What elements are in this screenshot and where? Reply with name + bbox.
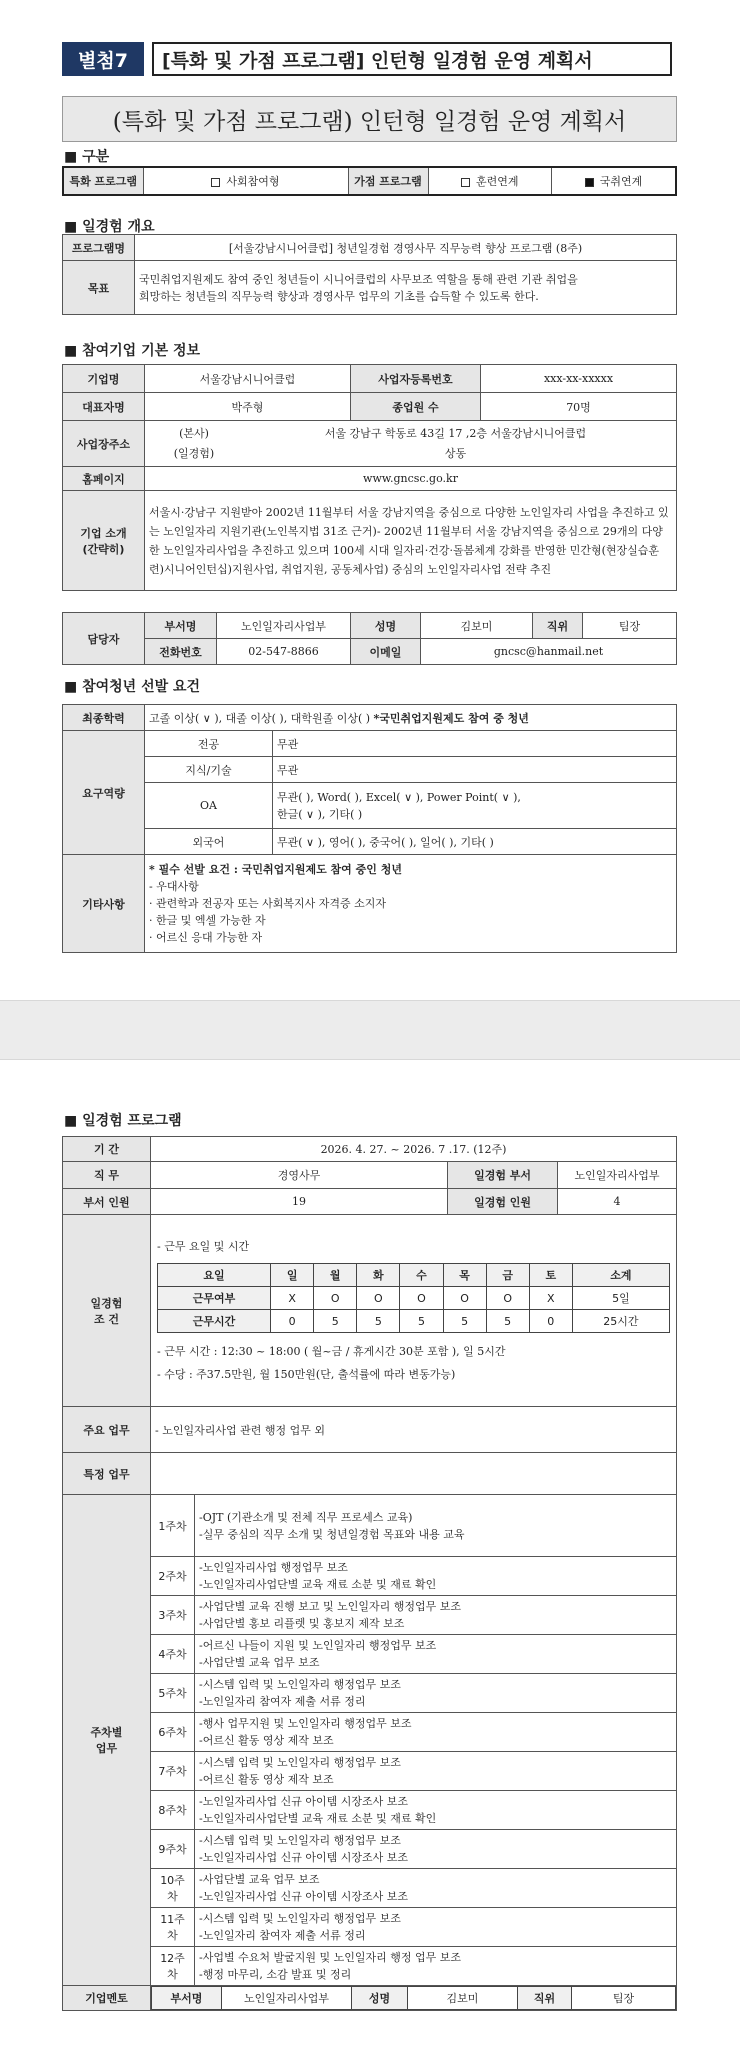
gubun-label-special: 특화 프로그램 (63, 167, 143, 195)
phone-label: 전화번호 (145, 639, 217, 665)
week-tasks (195, 1635, 677, 1674)
dept-value: 노인일자리사업부 (217, 613, 351, 639)
schedule-cell: 5 (400, 1310, 443, 1333)
week-task-line: -노인일자리사업 신규 아이템 시장조사 보조 (199, 1851, 408, 1864)
major-label: 전공 (145, 731, 273, 757)
mentor-value (151, 1986, 677, 2011)
condition-value: - 근무 요일 및 시간 요일 일 월 화 수 목 금 토 소계 근무여부 X O O O O O X 5일 근무시간 0 5 5 5 5 5 0 25시간 - 근무 시간 : 12:30 ~ 18:00 ( 월~금 / 휴게시간 30분 포함 ), 일 5시간 - 수당 : 주37.5만원, 월 150만원(단, 출석률에 따라 변동가능) (151, 1215, 677, 1407)
schedule-cell: 5일 (572, 1287, 669, 1310)
schedule-cell: 일 (271, 1264, 314, 1287)
week-task-line: -시스템 입력 및 노인일자리 행정업무 보조 (199, 1834, 401, 1847)
section-overview-heading: ■ 일경험 개요 (64, 219, 155, 235)
week-row (63, 1791, 677, 1830)
week-tasks (195, 1674, 677, 1713)
program-name-value: [서울강남시니어클럽] 청년일경험 경영사무 직무능력 향상 프로그램 (8주) (135, 235, 677, 261)
weekly-label: 주차별 업무 (63, 1495, 151, 1986)
major-value: 무관 (273, 731, 677, 757)
week-task-line: -노인일자리사업단별 교육 재료 소분 및 재료 확인 (199, 1578, 437, 1591)
skill-label: 지식/기술 (145, 757, 273, 783)
etc-label: 기타사항 (63, 855, 145, 953)
contact-table (62, 612, 677, 665)
period-value: 2026. 4. 27. ~ 2026. 7 .17. (12주) (151, 1137, 677, 1162)
week-task-line: -어르신 활동 영상 제작 보조 (199, 1734, 334, 1747)
job-label: 직 무 (63, 1162, 151, 1189)
mentor-position-value: 팀장 (572, 1987, 676, 2010)
week-row (63, 1713, 677, 1752)
address-value: (본사) 서울 강남구 학동로 43길 17 ,2층 서울강남시니어클럽 (일경험) 상동 (145, 421, 677, 467)
goal-label: 목표 (63, 261, 135, 315)
week-number: 7주차 (151, 1752, 195, 1791)
week-row (63, 1752, 677, 1791)
goal-value: 국민취업지원제도 참여 중인 청년들이 시니어클럽의 사무보조 역할을 통해 관련 기관 취업을 희망하는 청년들의 직무능력 향상과 경영사무 업무의 기초를 습득할 수 있도록 한다. (135, 261, 677, 315)
week-row (63, 1495, 677, 1557)
program-table (62, 1136, 677, 2011)
week-task-line: -노인일자리사업 신규 아이템 시장조사 보조 (199, 1890, 408, 1903)
schedule-cell: 금 (486, 1264, 529, 1287)
week-number: 5주차 (151, 1674, 195, 1713)
week-task-line: -어르신 활동 영상 제작 보조 (199, 1773, 334, 1786)
week-number: 9주차 (151, 1830, 195, 1869)
main-duty-value: - 노인일자리사업 관련 행정 업무 외 (151, 1407, 677, 1453)
schedule-row-days (158, 1264, 670, 1287)
document-title: (특화 및 가점 프로그램) 인턴형 일경험 운영 계획서 (62, 96, 677, 142)
week-task-line: -행사 업무지원 및 노인일자리 행정업무 보조 (199, 1717, 412, 1730)
gubun-label-bonus: 가점 프로그램 (348, 167, 428, 195)
schedule-cell: 0 (529, 1310, 572, 1333)
language-value: 무관( ∨ ), 영어( ), 중국어( ), 일어( ), 기타( ) (273, 829, 677, 855)
page-gap (0, 1000, 740, 1060)
manager-name-label: 성명 (351, 613, 421, 639)
week-row (63, 1596, 677, 1635)
week-task-line: -사업단별 교육 진행 보고 및 노인일자리 행정업무 보조 (199, 1600, 461, 1613)
mentor-position-label: 직위 (518, 1987, 572, 2010)
schedule-row-work (158, 1287, 670, 1310)
week-task-line: -OJT (기관소개 및 전체 직무 프로세스 교육) (199, 1510, 413, 1524)
week-task-line: -시스템 입력 및 노인일자리 행정업무 보조 (199, 1912, 401, 1925)
dept-headcount-value: 19 (151, 1189, 448, 1215)
schedule-cell: 근무여부 (158, 1287, 271, 1310)
week-task-line: -사업단별 홍보 리플렛 및 홍보지 제작 보조 (199, 1617, 405, 1630)
schedule-cell: 0 (271, 1310, 314, 1333)
week-tasks (195, 1557, 677, 1596)
attachment-header (62, 42, 672, 76)
job-value: 경영사무 (151, 1162, 448, 1189)
skill-value: 무관 (273, 757, 677, 783)
schedule-cell: O (486, 1287, 529, 1310)
dept-headcount-label: 부서 인원 (63, 1189, 151, 1215)
participant-count-value: 4 (558, 1189, 677, 1215)
employees-value: 70명 (481, 393, 677, 421)
week-task-line: -사업단별 교육 업무 보조 (199, 1873, 320, 1886)
week-number: 4주차 (151, 1635, 195, 1674)
schedule-cell: X (529, 1287, 572, 1310)
week-task-line: -노인일자리사업 신규 아이템 시장조사 보조 (199, 1795, 408, 1808)
special-duty-value (151, 1453, 677, 1495)
schedule-cell: 소계 (572, 1264, 669, 1287)
attachment-title: [특화 및 가점 프로그램] 인턴형 일경험 운영 계획서 (152, 42, 672, 76)
week-tasks (195, 1495, 677, 1557)
week-row (63, 1557, 677, 1596)
gubun-option-social[interactable]: 사회참여형 (143, 167, 348, 195)
week-row (63, 1830, 677, 1869)
schedule-cell: 목 (443, 1264, 486, 1287)
ceo-value: 박주형 (145, 393, 351, 421)
week-tasks (195, 1713, 677, 1752)
week-task-line: -사업별 수요처 발굴지원 및 노인일자리 행정 업무 보조 (199, 1951, 461, 1964)
intro-value: 서울시·강남구 지원받아 2002년 11월부터 서울 강남지역을 중심으로 다양한 노인일자리 사업을 추진하고 있는 노인일자리 지원기관(노인복지법 31조 근거)- 2002년 11월부터 서울 강남지역을 중심으로 29개의 다양한 노인일자리사업을 추진하고 있으며 100세 시대 일자리·건강·돌봄체계 강화를 반영한 민간형(현장실습훈련)시니어인턴십)지원사업, 취업지원, 공동체사업) 중심의 노인일자리사업 전략 추진 (145, 491, 677, 591)
week-number: 2주차 (151, 1557, 195, 1596)
company-table (62, 364, 677, 591)
section-requirements-heading: ■ 참여청년 선발 요건 (64, 679, 201, 695)
schedule-cell: 수 (400, 1264, 443, 1287)
week-task-line: -노인일자리사업단별 교육 재료 소분 및 재료 확인 (199, 1812, 437, 1825)
requirements-table (62, 704, 677, 953)
special-duty-label: 특정 업무 (63, 1453, 151, 1495)
dept-label: 부서명 (145, 613, 217, 639)
week-row (63, 1947, 677, 1986)
condition-label: 일경험 조 건 (63, 1215, 151, 1407)
mentor-table (151, 1986, 676, 2010)
education-label: 최종학력 (63, 705, 145, 731)
week-task-line: -노인일자리 참여자 제출 서류 정리 (199, 1695, 366, 1708)
attachment-badge: 별첨7 (62, 42, 144, 76)
oa-label: OA (145, 783, 273, 829)
schedule-cell: 토 (529, 1264, 572, 1287)
section-company-heading: ■ 참여기업 기본 정보 (64, 343, 201, 359)
language-label: 외국어 (145, 829, 273, 855)
schedule-cell: O (314, 1287, 357, 1310)
week-tasks (195, 1947, 677, 1986)
schedule-cell: O (357, 1287, 400, 1310)
week-task-line: -시스템 입력 및 노인일자리 행정업무 보조 (199, 1756, 401, 1769)
mentor-name-label: 성명 (352, 1987, 408, 2010)
competency-label: 요구역량 (63, 731, 145, 855)
week-row (63, 1674, 677, 1713)
schedule-cell: 요일 (158, 1264, 271, 1287)
week-tasks (195, 1791, 677, 1830)
schedule-cell: O (443, 1287, 486, 1310)
schedule-cell: 25시간 (572, 1310, 669, 1333)
mentor-name-value: 김보미 (408, 1987, 518, 2010)
company-name-label: 기업명 (63, 365, 145, 393)
schedule-cell: 5 (357, 1310, 400, 1333)
section-gubun-heading: ■ 구분 (64, 149, 110, 165)
mentor-dept-value: 노인일자리사업부 (222, 1987, 352, 2010)
schedule-cell: 화 (357, 1264, 400, 1287)
manager-name-value: 김보미 (421, 613, 533, 639)
week-tasks (195, 1596, 677, 1635)
company-name-value: 서울강남시니어클럽 (145, 365, 351, 393)
checkbox-checked-icon[interactable] (585, 178, 594, 187)
schedule-cell: 5 (443, 1310, 486, 1333)
week-tasks (195, 1752, 677, 1791)
week-number: 11주차 (151, 1908, 195, 1947)
week-number: 12주차 (151, 1947, 195, 1986)
position-value: 팀장 (583, 613, 677, 639)
homepage-link[interactable]: www.gncsc.go.kr (145, 467, 677, 491)
gubun-table (62, 166, 677, 196)
week-row (63, 1869, 677, 1908)
week-task-line: -행정 마무리, 소감 발표 및 정리 (199, 1968, 352, 1981)
schedule-cell: 근무시간 (158, 1310, 271, 1333)
schedule-cell: O (400, 1287, 443, 1310)
participant-count-label: 일경험 인원 (448, 1189, 558, 1215)
email-value[interactable]: gncsc@hanmail.net (421, 639, 677, 665)
week-number: 8주차 (151, 1791, 195, 1830)
week-task-line: -노인일자리사업 행정업무 보조 (199, 1561, 348, 1574)
schedule-cell: X (271, 1287, 314, 1310)
schedule-cell: 5 (486, 1310, 529, 1333)
week-number: 1주차 (151, 1495, 195, 1557)
program-name-label: 프로그램명 (63, 235, 135, 261)
business-reg-label: 사업자등록번호 (351, 365, 481, 393)
education-value: 고졸 이상( ∨ ), 대졸 이상( ), 대학원졸 이상( ) *국민취업지원제도 참여 중 청년 (145, 705, 677, 731)
position-label: 직위 (533, 613, 583, 639)
email-label: 이메일 (351, 639, 421, 665)
business-reg-value: xxx-xx-xxxxx (481, 365, 677, 393)
week-tasks (195, 1830, 677, 1869)
gubun-option-national[interactable]: 국취연계 (552, 167, 676, 195)
week-task-line: -어르신 나들이 지원 및 노인일자리 행정업무 보조 (199, 1639, 437, 1652)
week-tasks (195, 1908, 677, 1947)
checkbox-empty-icon[interactable] (211, 178, 220, 187)
intro-label: 기업 소개 (간략히) (63, 491, 145, 591)
week-number: 6주차 (151, 1713, 195, 1752)
week-row (63, 1908, 677, 1947)
ceo-label: 대표자명 (63, 393, 145, 421)
week-tasks (195, 1869, 677, 1908)
week-number: 10주차 (151, 1869, 195, 1908)
program-dept-value: 노인일자리사업부 (558, 1162, 677, 1189)
mentor-dept-label: 부서명 (152, 1987, 222, 2010)
homepage-label: 홈페이지 (63, 467, 145, 491)
page-1 (0, 0, 740, 1000)
schedule-row-hours (158, 1310, 670, 1333)
main-duty-label: 주요 업무 (63, 1407, 151, 1453)
oa-value: 무관( ), Word( ), Excel( ∨ ), Power Point( ∨ ), 한글( ∨ ), 기타( ) (273, 783, 677, 829)
section-program-heading: ■ 일경험 프로그램 (64, 1113, 182, 1129)
overview-table (62, 234, 677, 315)
program-dept-label: 일경험 부서 (448, 1162, 558, 1189)
period-label: 기 간 (63, 1137, 151, 1162)
phone-value: 02-547-8866 (217, 639, 351, 665)
weekly-tasks (63, 1495, 677, 1986)
schedule-table (157, 1263, 670, 1333)
mentor-label: 기업멘토 (63, 1986, 151, 2011)
week-task-line: -시스템 입력 및 노인일자리 행정업무 보조 (199, 1678, 401, 1691)
week-task-line: -사업단별 교육 업무 보조 (199, 1656, 320, 1669)
week-task-line: -실무 중심의 직무 소개 및 청년일경험 목표와 내용 교육 (199, 1527, 465, 1541)
week-number: 3주차 (151, 1596, 195, 1635)
etc-value: * 필수 선발 요건 : 국민취업지원제도 참여 중인 청년 - 우대사항 · 관련학과 전공자 또는 사회복지사 자격증 소지자 · 한글 및 엑셀 가능한 자 · 어르신 응대 가능한 자 (145, 855, 677, 953)
page-2 (0, 1060, 740, 2046)
schedule-cell: 5 (314, 1310, 357, 1333)
schedule-cell: 월 (314, 1264, 357, 1287)
employees-label: 종업원 수 (351, 393, 481, 421)
week-task-line: -노인일자리 참여자 제출 서류 정리 (199, 1929, 366, 1942)
gubun-option-training[interactable]: 훈련연계 (428, 167, 552, 195)
checkbox-empty-icon[interactable] (461, 178, 470, 187)
address-label: 사업장주소 (63, 421, 145, 467)
week-row (63, 1635, 677, 1674)
manager-label: 담당자 (63, 613, 145, 665)
